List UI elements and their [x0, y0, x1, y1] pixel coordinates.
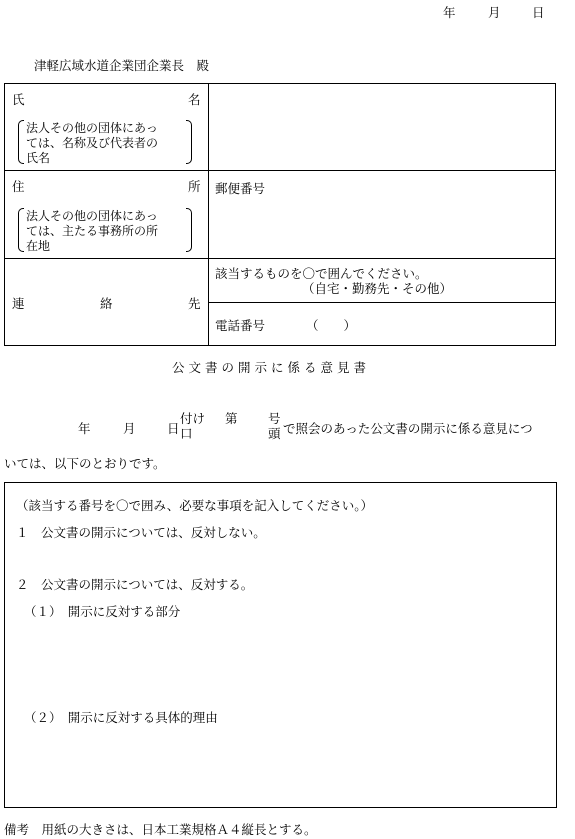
date-day-label: 日	[532, 5, 545, 20]
address-note-line-1: 法人その他の団体にあっ	[26, 209, 158, 223]
address-field[interactable]	[212, 196, 552, 256]
name-note-line-1: 法人その他の団体にあっ	[26, 121, 158, 135]
contact-label-1: 連	[12, 296, 25, 311]
name-label-1: 氏	[12, 92, 25, 107]
intro-go-line-2: 頭	[268, 426, 281, 441]
opinion-sub-item-1: （１） 開示に反対する部分	[24, 604, 181, 619]
intro-text-line-2: いては、以下のとおりです。	[4, 456, 166, 471]
addressee: 津軽広域水道企業団企業長 殿	[34, 58, 210, 73]
name-label-2: 名	[188, 92, 201, 107]
address-label-1: 住	[12, 179, 25, 194]
intro-tsuke-line-1: 付け	[180, 411, 206, 426]
phone-label: 電話番号	[215, 318, 266, 333]
date-month-label: 月	[488, 5, 501, 20]
intro-day-label: 日	[167, 421, 180, 436]
name-note-bracket-right	[186, 120, 192, 164]
postal-code-label: 郵便番号	[215, 181, 266, 196]
opinion-instruction: （該当する番号を〇で囲み、必要な事項を記入してください。）	[16, 498, 374, 513]
contact-label-2: 絡	[100, 296, 113, 311]
contact-options[interactable]: （自宅・勤務先・その他）	[302, 281, 453, 296]
opinion-box[interactable]	[4, 482, 557, 808]
intro-go-line-1: 号	[268, 411, 281, 426]
phone-area-code-paren[interactable]: （ ）	[306, 318, 357, 333]
intro-year-label: 年	[78, 421, 91, 436]
document-title: 公文書の開示に係る意見書	[172, 360, 371, 375]
address-label-2: 所	[188, 179, 201, 194]
address-note-line-2: ては、主たる事務所の所	[26, 224, 159, 238]
contact-instruction: 該当するものを〇で囲んでください。	[215, 266, 428, 281]
intro-tsuke-line-2: 口	[180, 426, 193, 441]
intro-month-label: 月	[123, 421, 136, 436]
opinion-option-2[interactable]: ２ 公文書の開示については、反対する。	[16, 577, 254, 592]
address-note-line-3: 在地	[26, 239, 51, 253]
name-note-line-3: 氏名	[26, 151, 51, 165]
contact-label-3: 先	[188, 296, 201, 311]
name-note-bracket-left	[18, 120, 24, 164]
intro-text-line-1: で照会のあった公文書の開示に係る意見につ	[283, 421, 533, 436]
address-note-bracket-right	[186, 208, 192, 252]
address-note-bracket-left	[18, 208, 24, 252]
opinion-option-1[interactable]: １ 公文書の開示については、反対しない。	[16, 525, 266, 540]
opinion-sub-item-2: （２） 開示に反対する具体的理由	[24, 710, 218, 725]
name-field[interactable]	[212, 86, 552, 168]
name-note-line-2: ては、名称及び代表者の	[26, 136, 159, 150]
date-year-label: 年	[443, 5, 456, 20]
remarks: 備考 用紙の大きさは、日本工業規格Ａ４縦長とする。	[4, 822, 317, 837]
intro-dai-label: 第	[225, 411, 238, 426]
